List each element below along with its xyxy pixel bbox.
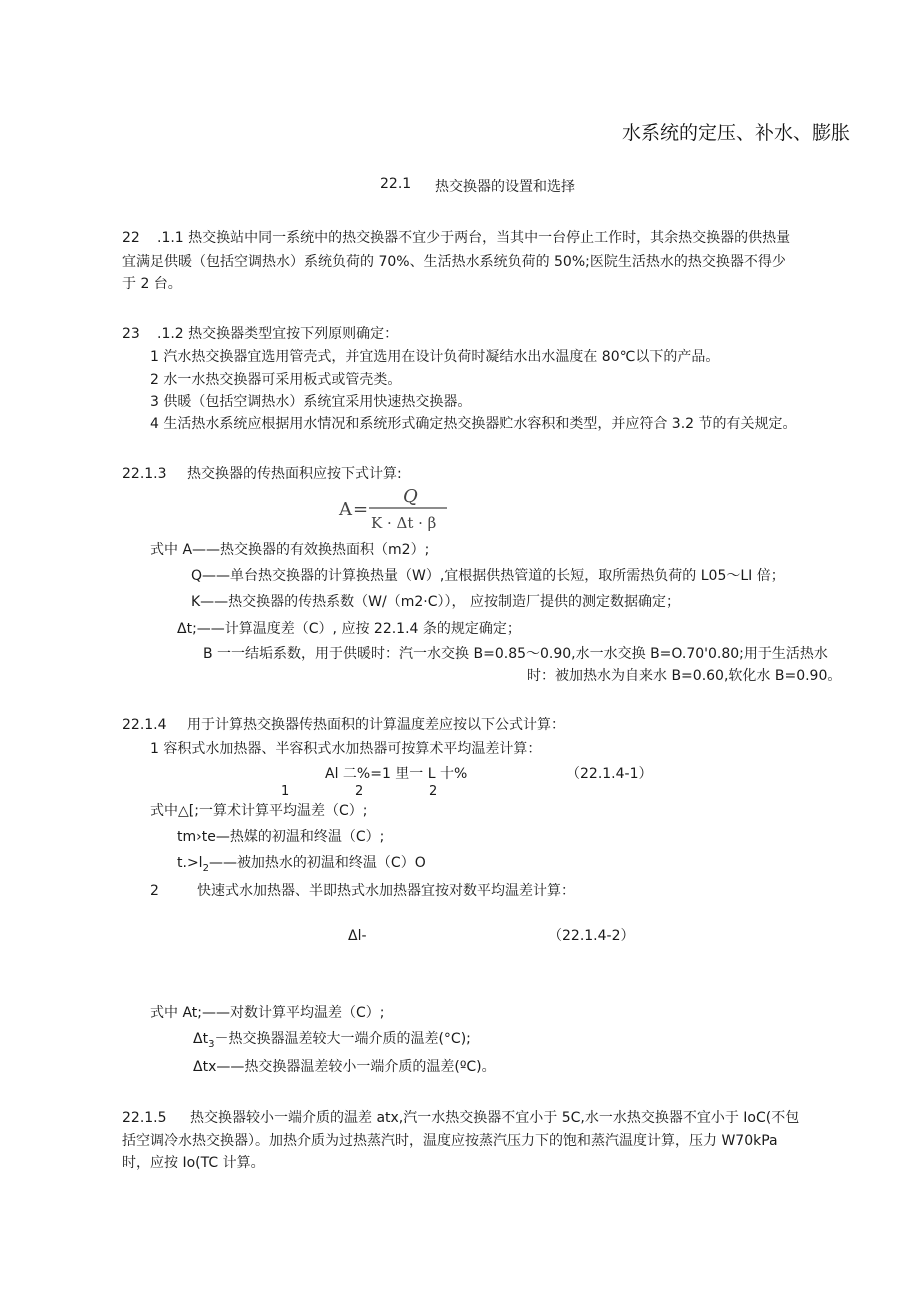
variable-definition: Δtx——热交换器温差较小一端介质的温差(ºC)。	[193, 1059, 496, 1075]
clause-heading: .1.2 热交换器类型宜按下列原则确定：	[157, 326, 399, 342]
variable-definition: Δt;——计算温度差（C）, 应按 22.1.4 条的规定确定；	[177, 621, 521, 637]
clause-number: 23	[122, 326, 140, 342]
list-item: 1 汽水热交换器宜选用管壳式，并宜选用在设计负荷时凝结水出水温度在 80℃以下的产品。	[150, 349, 720, 365]
formula-subscript: 1	[281, 784, 290, 799]
section-number: 22.1	[380, 176, 412, 192]
list-item: 1 容积式水加热器、半容积式水加热器可按算术平均温差计算：	[150, 741, 542, 757]
clause-text-line: 时，应按 Io(TC 计算。	[122, 1155, 265, 1171]
formula-denominator: K · Δt · β	[371, 514, 437, 532]
clause-text-line: .1.1 热交换站中同一系统中的热交换器不宜少于两台，当其中一台停止工作时，其余热交换器的供热量	[157, 230, 791, 246]
clause-heading: 用于计算热交换器传热面积的计算温度差应按以下公式计算：	[187, 717, 565, 733]
list-item-number: 2	[150, 883, 159, 899]
formula-subscript: 2	[355, 784, 364, 799]
variable-definition: $t.>l_2——$被加热水的初温和终温（C）O	[177, 855, 426, 874]
variable-definition: Q——单台热交换器的计算换热量（W）,宜根据供热管道的长短，取所需热负荷的 L05～LI 倍；	[191, 568, 785, 584]
list-item: 2 水一水热交换器可采用板式或管壳类。	[150, 372, 402, 388]
variable-definition: B 一一结垢系数，用于供暖时：汽一水交换 B=0.85～0.90,水一水交换 B=O.70'0.80;用于生活热水	[203, 646, 828, 662]
list-item: 快速式水加热器、半即热式水加热器宜按对数平均温差计算：	[197, 883, 575, 899]
clause-text-line: 热交换器较小一端介质的温差 atx,汽一水热交换器不宜小于 5C,水一水热交换器不宜小于 IoC(不包	[190, 1110, 800, 1126]
clause-number: 22.1.4	[122, 717, 167, 733]
clause-text-line: 宜满足供暖（包括空调热水）系统负荷的 70%、生活热水系统负荷的 50%;医院生活热水的热交换器不得少	[122, 254, 786, 270]
formula-equals: =	[353, 499, 369, 520]
variable-definition: tm›te—热媒的初温和终温（C）;	[177, 829, 385, 845]
clause-heading: 热交换器的传热面积应按下式计算:	[187, 466, 402, 482]
heat-transfer-area-formula	[337, 484, 449, 534]
variable-definition: 式中△[;一算术计算平均温差（C）;	[150, 803, 368, 819]
variable-definition: 式中 A——热交换器的有效换热面积（m2）;	[150, 542, 430, 558]
formula-number: （22.1.4-2）	[548, 928, 635, 944]
formula-numerator: Q	[403, 486, 418, 507]
variable-definition: 时：被加热水为自来水 B=0.60,软化水 B=0.90。	[527, 668, 842, 684]
formula-lhs: A	[339, 499, 352, 520]
formula-subscript: 2	[429, 784, 438, 799]
clause-number: 22.1.3	[122, 466, 167, 482]
arithmetic-mean-formula: Al 二%=1 里一 L 十%	[325, 766, 468, 782]
section-heading: 热交换器的设置和选择	[435, 179, 575, 195]
clause-number: 22	[122, 230, 140, 246]
list-item: 4 生活热水系统应根据用水情况和系统形式确定热交换器贮水容积和类型，并应符合 3.2 节的有关规定。	[150, 416, 797, 432]
variable-definition: 式中 At;——对数计算平均温差（C）;	[150, 1005, 385, 1021]
page-title: 水系统的定压、补水、膨胀	[622, 122, 851, 144]
variable-definition: $\Delta t_3-$热交换器温差较大一端介质的温差(°C);	[193, 1031, 471, 1050]
list-item: 3 供暖（包括空调热水）系统宜采用快速热交换器。	[150, 394, 472, 410]
log-mean-formula: Δl-	[348, 928, 367, 944]
variable-definition: K——热交换器的传热系数（W/（m2·C））， 应按制造厂提供的测定数据确定；	[191, 594, 680, 610]
clause-text-line: 于 2 台。	[122, 276, 182, 292]
clause-text-line: 括空调冷水热交换器）。加热介质为过热蒸汽时，温度应按蒸汽压力下的饱和蒸汽温度计算，压力 W70kPa	[122, 1133, 778, 1149]
formula-number: （22.1.4-1）	[566, 766, 653, 782]
clause-number: 22.1.5	[122, 1110, 167, 1126]
